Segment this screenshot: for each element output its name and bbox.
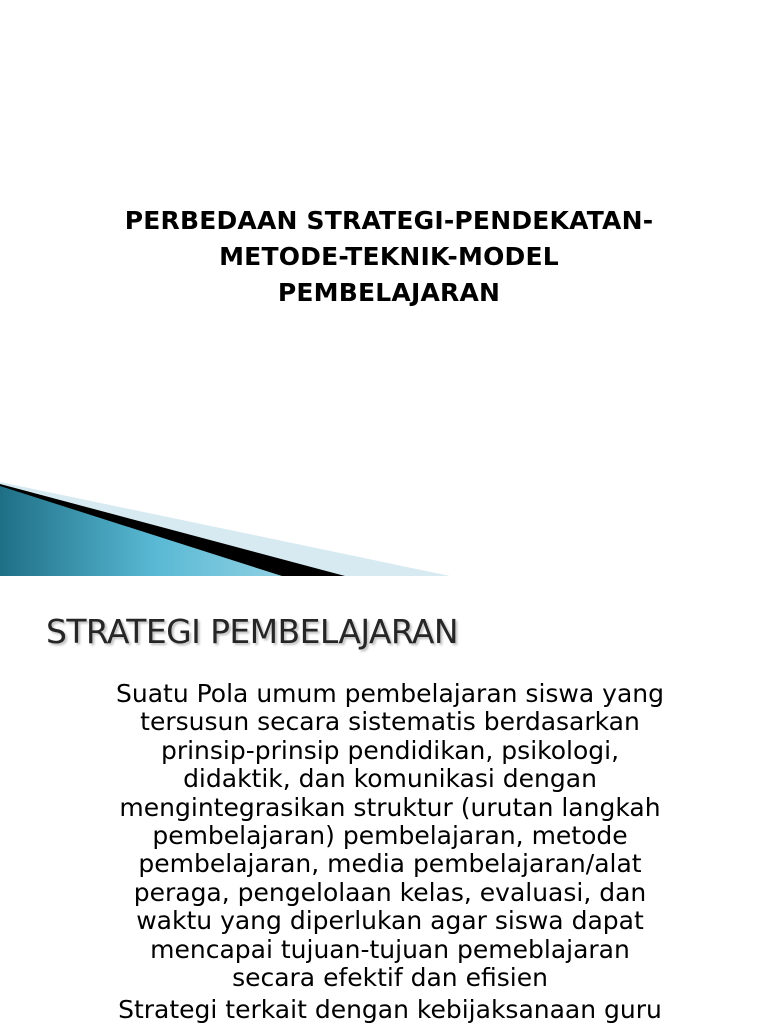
body-line: pembelajaran) pembelajaran, metode [152, 821, 628, 851]
body-line: mengintegrasikan struktur (urutan langkah [119, 792, 661, 822]
decorative-swoosh [0, 476, 768, 576]
slide-title-line-1: PERBEDAAN STRATEGI-PENDEKATAN- [124, 206, 654, 235]
body-line: Suatu Pola umum pembelajaran siswa yang [116, 679, 664, 708]
body-line: peraga, pengelolaan kelas, evaluasi, dan [133, 877, 647, 907]
swoosh-teal-band [0, 486, 282, 576]
body-line: tersusun secara sistematis berdasarkan [140, 707, 640, 737]
body-line: Strategi terkait dengan kebijaksanaan guru [118, 995, 662, 1024]
slide-title-line-3: PEMBELAJARAN [277, 278, 501, 307]
body-line: waktu yang diperlukan agar siswa dapat [136, 906, 644, 936]
slide-body [30, 680, 750, 1024]
body-line: didaktik, dan komunikasi dengan [183, 764, 597, 794]
slide-title [40, 203, 738, 311]
body-line: prinsip-prinsip pendidikan, psikologi, [160, 735, 620, 765]
body-line: secara efektif dan efisien [232, 963, 548, 993]
slide-heading: STRATEGI PEMBELAJARAN [46, 612, 458, 651]
body-line: mencapai tujuan-tujuan pemeblajaran [150, 934, 630, 964]
content-slide [0, 576, 768, 1024]
slide-title-line-2: METODE-TEKNIK-MODEL [219, 242, 559, 271]
body-line: pembelajaran, media pembelajaran/alat [138, 849, 642, 879]
